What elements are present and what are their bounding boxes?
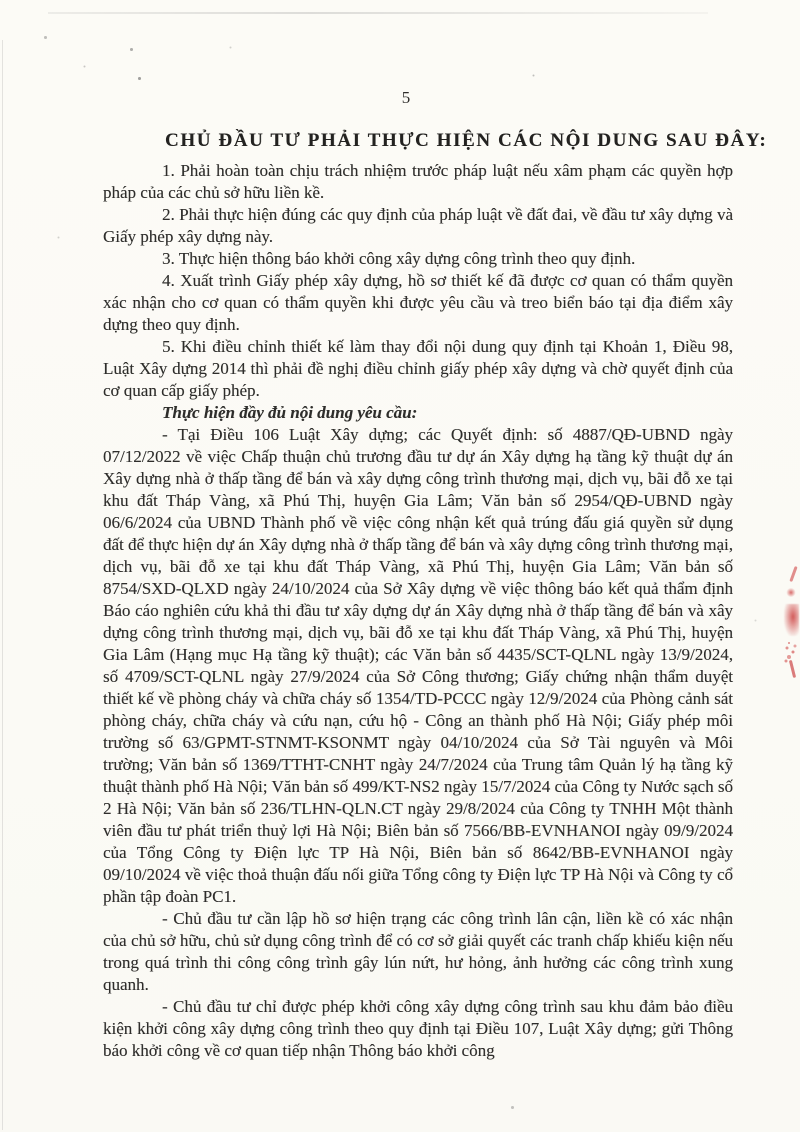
paragraph-item-3: 3. Thực hiện thông báo khởi công xây dựng công trình theo quy định. <box>162 249 636 268</box>
red-ink-stroke <box>789 660 796 678</box>
red-ink-dot-cluster <box>786 588 796 597</box>
page-number: 5 <box>401 88 411 107</box>
document-body <box>103 160 733 1062</box>
document-heading: CHỦ ĐẦU TƯ PHẢI THỰC HIỆN CÁC NỘI DUNG SAU ĐÂY: <box>165 130 768 151</box>
red-ink-speckles <box>788 642 790 644</box>
paragraph-item-4: 4. Xuất trình Giấy phép xây dựng, hồ sơ thiết kế đã được cơ quan có thẩm quyền xác nhận cho cơ quan có thẩm quyền khi được yêu cầu và treo biển báo tại địa điểm xây dựng theo quy định. <box>103 271 733 334</box>
paragraph-item-2: 2. Phải thực hiện đúng các quy định của pháp luật về đất đai, về đầu tư xây dựng và Giấy phép xây dựng này. <box>103 205 733 246</box>
red-ink-blob <box>784 604 799 636</box>
paragraph-requirements-heading: Thực hiện đầy đủ nội dung yêu cầu: <box>162 403 418 422</box>
red-ink-stroke <box>789 566 797 582</box>
scan-edge-artifact-left <box>2 40 3 1130</box>
scan-edge-artifact-top <box>48 12 708 14</box>
scan-noise-specks <box>0 0 1 1</box>
paragraph-item-5: 5. Khi điều chỉnh thiết kế làm thay đổi nội dung quy định tại Khoản 1, Điều 98, Luật Xây dựng 2014 thì phải đề nghị điều chỉnh giấy phép xây dựng và chờ quyết định của cơ quan cấp giấy phép. <box>103 337 733 400</box>
paragraph-construction-start: - Chủ đầu tư chỉ được phép khởi công xây dựng công trình sau khu đảm bảo điều kiện khởi công xây dựng công trình theo quy định tại Điều 107, Luật Xây dựng; gửi Thông báo khởi công về cơ quan tiếp nhận Thông báo khởi công <box>103 997 733 1060</box>
paragraph-adjacent-works: - Chủ đầu tư cần lập hồ sơ hiện trạng các công trình lân cận, liền kề có xác nhận của chủ sở hữu, chủ sử dụng công trình để có cơ sở giải quyết các tranh chấp khiếu kiện nếu trong quá trình thi công công trình gây lún nứt, hư hỏng, ảnh hưởng các công trình xung quanh. <box>103 909 733 994</box>
paragraph-legal-references: - Tại Điều 106 Luật Xây dựng; các Quyết định: số 4887/QĐ-UBND ngày 07/12/2022 về việc Chấp thuận chủ trương đầu tư dự án Xây dựng hạ tầng kỹ thuật dự án Xây dựng nhà ở thấp tầng để bán và xây dựng công trình thương mại, dịch vụ, bãi đỗ xe tại khu đất Tháp Vàng, xã Phú Thị, huyện Gia Lâm; Văn bản số 2954/QĐ-UBND ngày 06/6/2024 của UBND Thành phố về việc công nhận kết quả trúng đấu giá quyền sử dụng đất để thực hiện dự án Xây dựng nhà ở thấp tầng để bán và xây dựng công trình thương mại, dịch vụ, bãi đỗ xe tại khu đất Tháp Vàng, xã Phú Thị, huyện Gia Lâm; Văn bản số 8754/SXD-QLXD ngày 24/10/2024 của Sở Xây dựng về việc thông báo kết quả thẩm định Báo cáo nghiên cứu khả thi đầu tư xây dựng dự án Xây dựng nhà ở thấp tầng để bán và xây dựng công trình thương mại, dịch vụ, bãi đỗ xe tại khu đất Tháp Vàng, xã Phú Thị, huyện Gia Lâm (Hạng mục Hạ tầng kỹ thuật); các Văn bản số 4435/SCT-QLNL ngày 13/9/2024, số 4709/SCT-QLNL ngày 27/9/2024 của Sở Công thương; Giấy chứng nhận thẩm duyệt thiết kế về phòng cháy và chữa cháy số 1354/TD-PCCC ngày 12/9/2024 của Phòng cảnh sát phòng cháy, chữa cháy và cứu nạn, cứu hộ - Công an thành phố Hà Nội; Giấy phép môi trường số 63/GPMT-STNMT-KSONMT ngày 04/10/2024 của Sở Tài nguyên và Môi trường; Văn bản số 1369/TTHT-CNHT ngày 24/7/2024 của Trung tâm Quản lý hạ tầng kỹ thuật thành phố Hà Nội; Văn bản số 499/KT-NS2 ngày 15/7/2024 của Công ty Nước sạch số 2 Hà Nội; Văn bản số 236/TLHN-QLN.CT ngày 29/8/2024 của Công ty TNHH Một thành viên đầu tư phát triển thuỷ lợi Hà Nội; Biên bản số 7566/BB-EVNHANOI ngày 09/9/2024 của Tổng Công ty Điện lực TP Hà Nội, Biên bản số 8642/BB-EVNHANOI ngày 09/10/2024 về việc thoả thuận đấu nối giữa Tổng công ty Điện lực TP Hà Nội và Công ty cổ phần tập đoàn PC1. <box>103 425 733 906</box>
red-ink-stain <box>782 560 800 690</box>
paragraph-item-1: 1. Phải hoàn toàn chịu trách nhiệm trước pháp luật nếu xâm phạm các quyền hợp pháp của các chủ sở hữu liền kề. <box>103 161 733 202</box>
